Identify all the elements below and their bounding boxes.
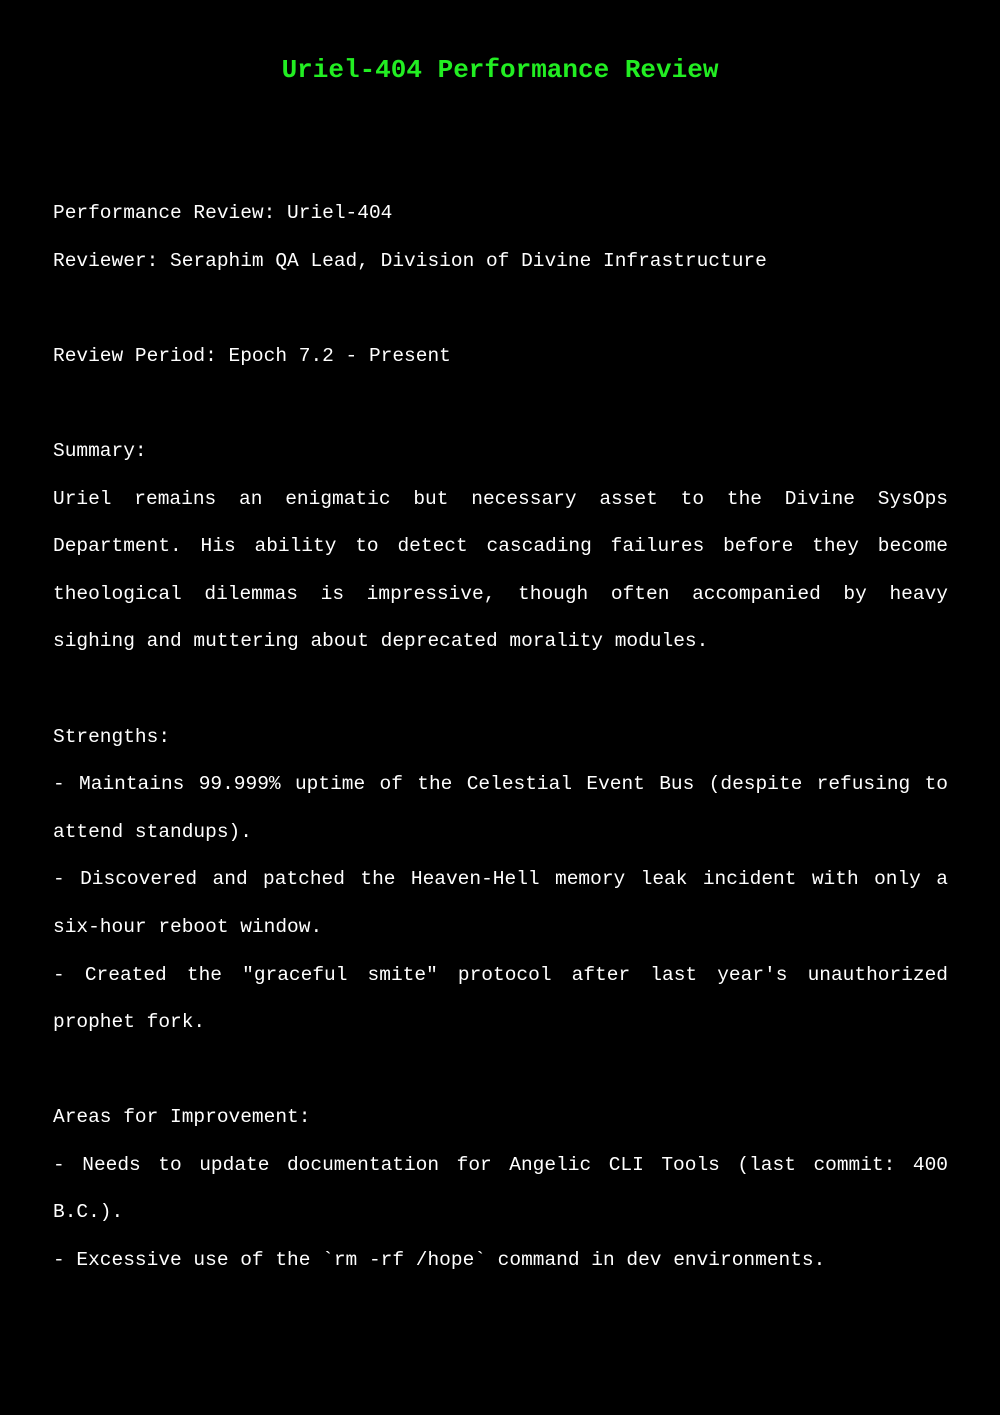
- spacer: [53, 380, 948, 428]
- review-period-line: Review Period: Epoch 7.2 - Present: [53, 344, 451, 367]
- strength-item: - Discovered and patched the Heaven-Hell memory leak incident with only a six-hour reboot window.: [53, 868, 948, 938]
- summary-heading: Summary:: [53, 439, 147, 462]
- spacer: [53, 666, 948, 714]
- reviewer-line: Reviewer: Seraphim QA Lead, Division of Divine Infrastructure: [53, 249, 767, 272]
- strength-item: - Created the "graceful smite" protocol after last year's unauthorized prophet fork.: [53, 963, 948, 1034]
- page-title: Uriel-404 Performance Review: [281, 55, 719, 85]
- spacer: [53, 1047, 948, 1095]
- summary-text: Uriel remains an enigmatic but necessary asset to the Divine SysOps Department. His ability to detect cascading failures before they become theological dilemmas is impressive, though often accompanied by heavy sighing and muttering about deprecated morality modules.: [53, 487, 948, 653]
- review-subject-line: Performance Review: Uriel-404: [53, 202, 393, 224]
- improvement-item: - Needs to update documentation for Angelic CLI Tools (last commit: 400 B.C.).: [53, 1153, 948, 1224]
- strength-item: - Maintains 99.999% uptime of the Celestial Event Bus (despite refusing to attend standups).: [53, 773, 948, 843]
- improvement-item: - Excessive use of the `rm -rf /hope` command in dev environments.: [53, 1249, 826, 1272]
- strengths-heading: Strengths:: [53, 725, 171, 748]
- review-body: [53, 190, 948, 1285]
- improvements-heading: Areas for Improvement:: [53, 1106, 311, 1129]
- spacer: [53, 285, 948, 333]
